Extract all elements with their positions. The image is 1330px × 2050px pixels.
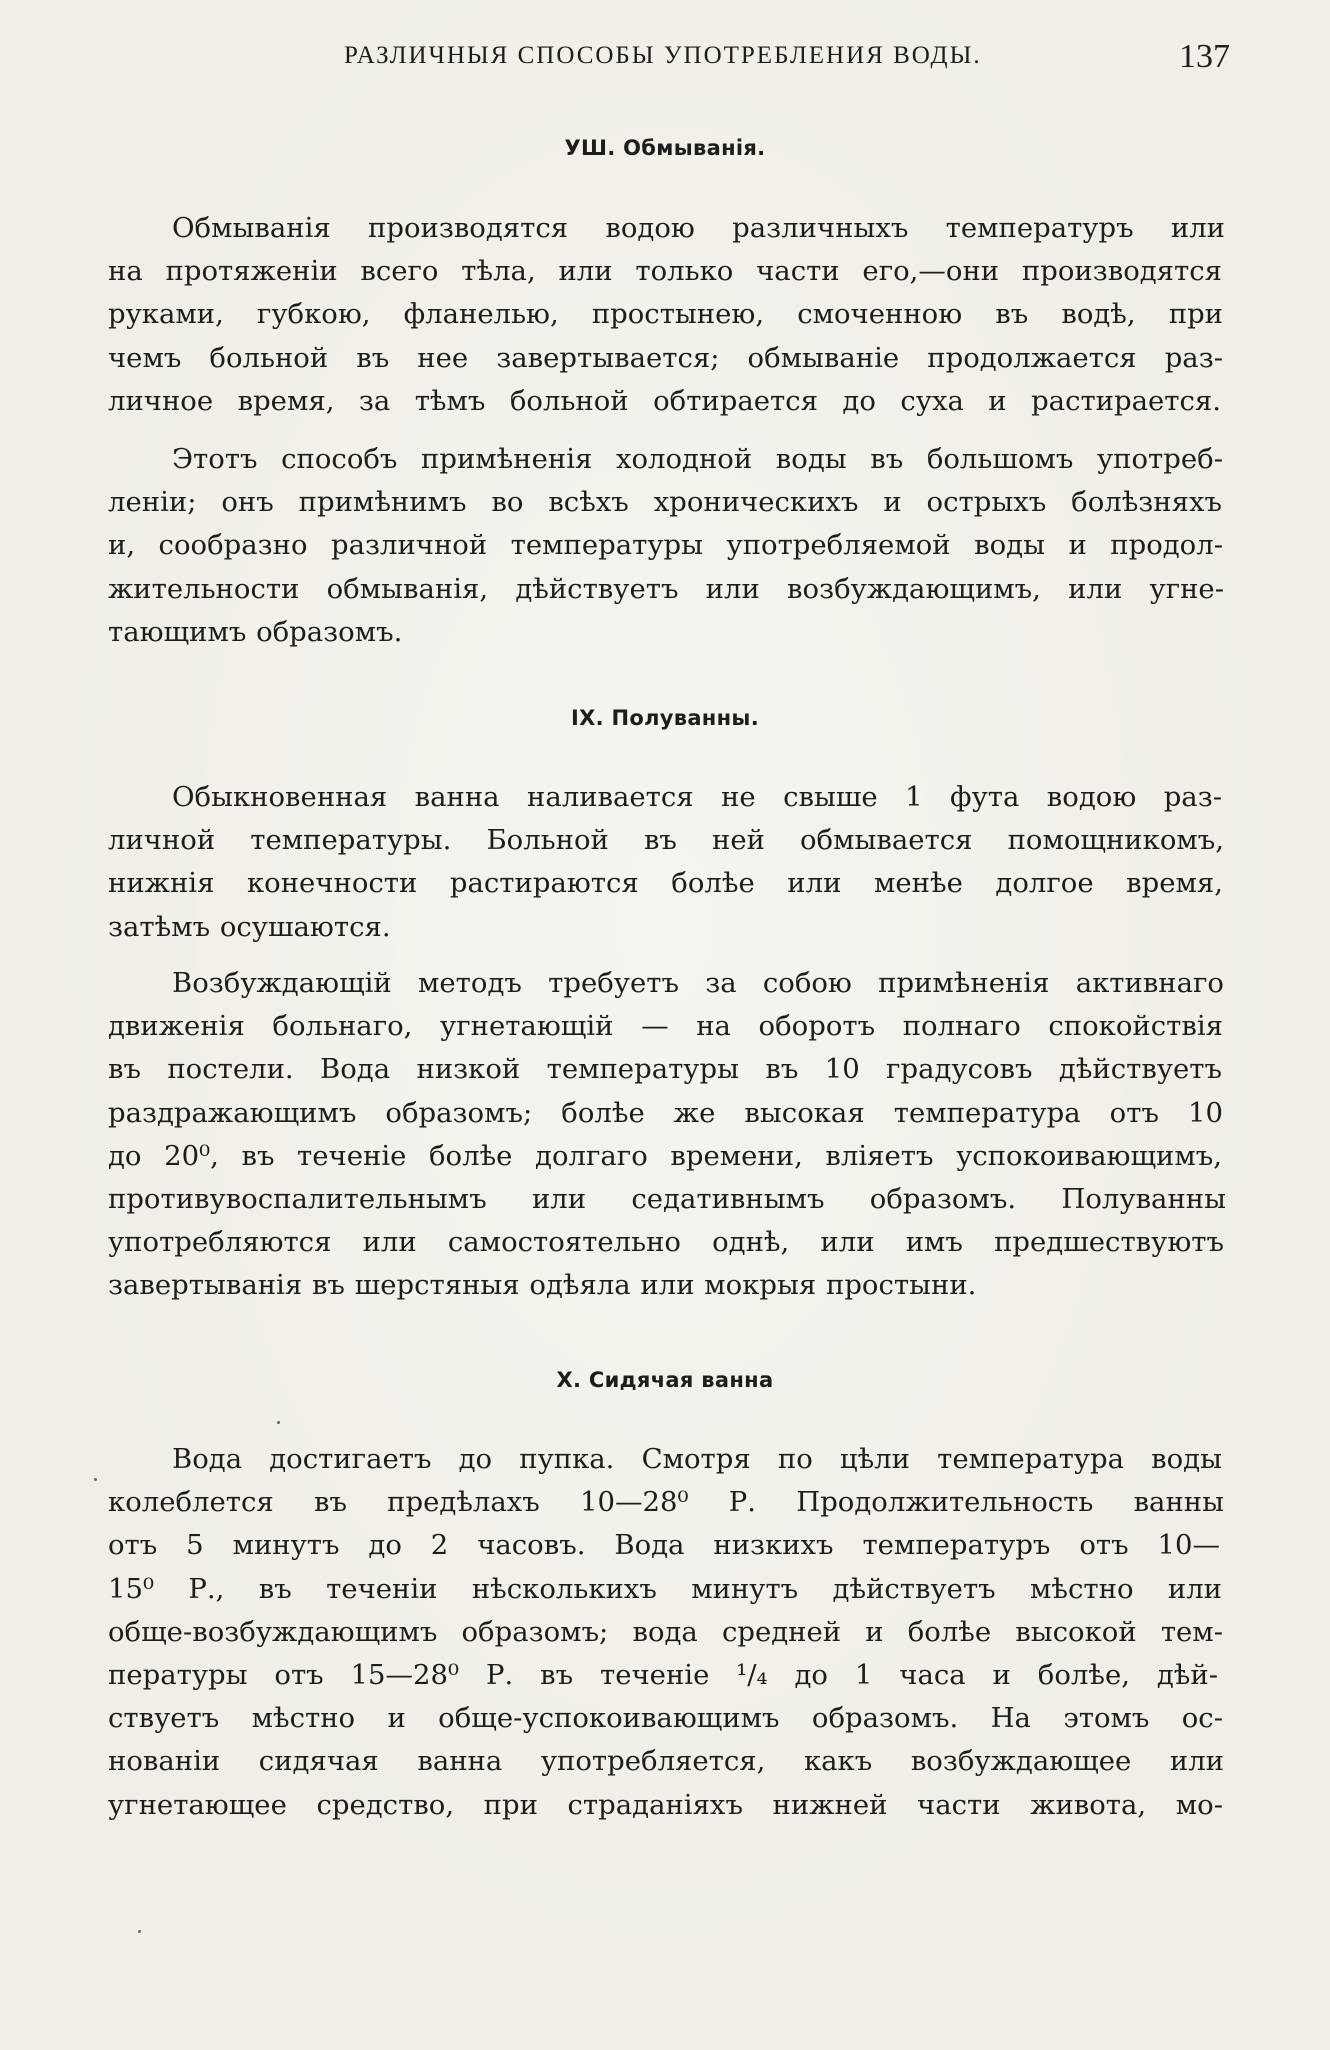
- text-line: личной температуры. Больной въ ней обмывается помощникомъ,: [108, 824, 1224, 857]
- text-line: отъ 5 минутъ до 2 часовъ. Вода низкихъ температуръ отъ 10—: [108, 1529, 1220, 1562]
- text-line: чемъ больной въ нее завертывается; обмываніе продолжается раз-: [108, 341, 1223, 374]
- text-line: движенія больнаго, угнетающій — на оборотъ полнаго спокойствія: [108, 1010, 1223, 1043]
- text-line: въ постели. Вода низкой температуры въ 10 градусовъ дѣйствуетъ: [108, 1053, 1222, 1086]
- text-line: затѣмъ осушаются.: [108, 910, 391, 943]
- running-title: РАЗЛИЧНЫЯ СПОСОБЫ УПОТРЕБЛЕНИЯ ВОДЫ.: [344, 42, 982, 69]
- text-line: колеблется въ предѣлахъ 10—28⁰ Р. Продолжительность ванны: [108, 1486, 1224, 1519]
- text-line: раздражающимъ образомъ; болѣе же высокая температура отъ 10: [108, 1096, 1223, 1129]
- paragraph: [108, 438, 1230, 654]
- section-heading-viii: УШ. Обмыванія.: [564, 136, 766, 160]
- text-line: Возбуждающій методъ требуетъ за собою примѣненія активнаго: [172, 967, 1224, 999]
- text-line: руками, губкою, фланелью, простынею, смоченною въ водѣ, при: [108, 298, 1223, 331]
- page-number: 137: [1179, 38, 1230, 75]
- paragraph: [108, 207, 1230, 423]
- paragraph: [108, 1438, 1230, 1827]
- text-line: употребляются или самостоятельно однѣ, или имъ предшествуютъ: [108, 1226, 1224, 1259]
- text-line: жительности обмыванія, дѣйствуетъ или возбуждающимъ, или угне-: [108, 572, 1224, 605]
- paragraph: [108, 962, 1230, 1308]
- text-line: и, сообразно различной температуры употребляемой воды и продол-: [108, 529, 1223, 562]
- text-line: на протяженіи всего тѣла, или только части его,—они производятся: [108, 255, 1222, 288]
- text-line: завертыванія въ шерстяныя одѣяла или мокрыя простыни.: [108, 1269, 977, 1302]
- text-line: личное время, за тѣмъ больной обтирается до суха и растирается.: [108, 384, 1221, 417]
- paper-speck: [277, 1421, 280, 1424]
- text-line: противувоспалительнымъ или седативнымъ образомъ. Полуванны: [108, 1183, 1226, 1216]
- text-line: тающимъ образомъ.: [108, 615, 403, 648]
- text-line: до 20⁰, въ теченіе болѣе долгаго времени, вліяетъ успокоивающимъ,: [108, 1139, 1222, 1172]
- text-line: угнетающее средство, при страданіяхъ нижней части живота, мо-: [108, 1788, 1223, 1821]
- section-heading-ix: IX. Полуванны.: [570, 706, 759, 730]
- text-line: леніи; онъ примѣнимъ во всѣхъ хроническихъ и острыхъ болѣзняхъ: [108, 486, 1222, 519]
- paragraph: [108, 776, 1230, 949]
- text-line: ствуетъ мѣстно и обще-успокоивающимъ образомъ. На этомъ ос-: [108, 1702, 1223, 1735]
- text-line: нованіи сидячая ванна употребляется, какъ возбуждающее или: [108, 1745, 1224, 1778]
- text-line: Обыкновенная ванна наливается не свыше 1 фута водою раз-: [172, 781, 1222, 813]
- text-line: 15⁰ Р., въ теченіи нѣсколькихъ минутъ дѣйствуетъ мѣстно или: [108, 1572, 1222, 1605]
- paper-speck: [138, 1930, 141, 1933]
- section-heading-x: X. Сидячая ванна: [556, 1368, 774, 1392]
- running-head: [108, 38, 1230, 82]
- paper-speck: [94, 1478, 97, 1481]
- text-line: Вода достигаетъ до пупка. Смотря по цѣли температура воды: [172, 1443, 1222, 1475]
- text-line: Обмыванія производятся водою различныхъ температуръ или: [172, 212, 1225, 244]
- text-line: Этотъ способъ примѣненія холодной воды въ большомъ употреб-: [172, 443, 1223, 475]
- text-line: нижнія конечности растираются болѣе или менѣе долгое время,: [108, 867, 1223, 900]
- text-line: обще-возбуждающимъ образомъ; вода средней и болѣе высокой тем-: [108, 1615, 1223, 1648]
- text-line: пературы отъ 15—28⁰ Р. въ теченіе ¹/₄ до 1 часа и болѣе, дѣй-: [108, 1659, 1218, 1692]
